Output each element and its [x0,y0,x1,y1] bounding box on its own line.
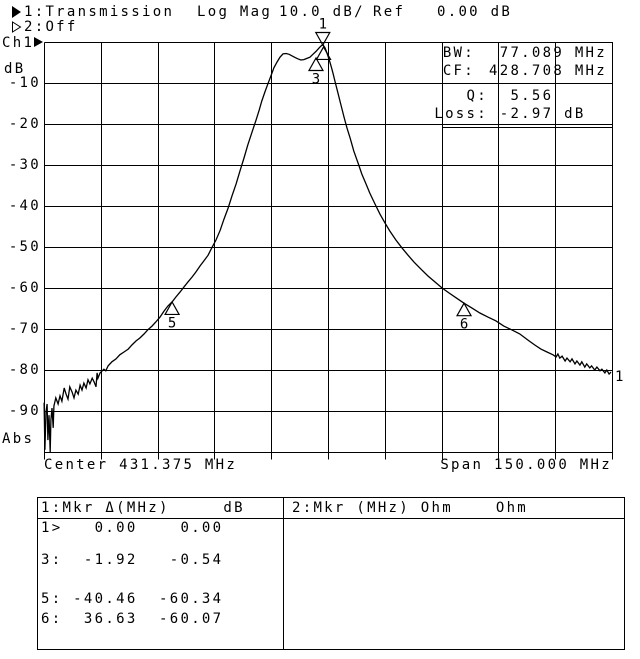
marker-1-triangle [316,32,330,45]
center-frequency-label: Center 431.375 MHz [44,457,238,473]
span-label: Span 150.000 MHz [440,457,612,473]
marker-row-1: 1> 0.00 0.00 [41,520,224,536]
markers [165,16,471,332]
y-tick-label: -80 [8,362,41,378]
q-value: 5.56 [489,88,554,104]
channel1-measurement-label: 1:Transmission [24,4,175,20]
cf-label: CF: [442,63,475,79]
q-label: Q: [466,88,488,104]
y-tick-label: -70 [8,321,41,337]
y-tick-label: -10 [8,75,41,91]
bw-value: 77.089 MHz [489,45,608,61]
ref-value: 0.00 dB [437,4,513,20]
channel-indicator: Ch1 [2,35,35,51]
y-tick-label: -90 [8,403,41,419]
y-tick-label: -30 [8,157,41,173]
y-axis-unit: dB [4,61,26,77]
scale-per-div-value: 10.0 dB/ [279,4,365,20]
marker-row-6: 6: 36.63 -60.07 [41,611,224,627]
marker-row-5: 5: -40.46 -60.34 [41,591,224,607]
y-tick-label: -40 [8,198,41,214]
marker-row-3: 3: -1.92 -0.54 [41,552,224,568]
bw-label: BW: [442,45,475,61]
ref-label: Ref [373,4,406,20]
channel2-measurement-label: 2:Off [24,19,78,35]
marker-table [37,497,625,650]
loss-label: Loss: [434,106,488,122]
marker-table-header-ch2: 2:Mkr (MHz) Ohm Ohm [292,500,529,516]
y-tick-label: -50 [8,239,41,255]
y-axis-mode-label: Abs [2,431,35,447]
marker-5-triangle [165,302,179,315]
marker-3-label: 3 [311,71,321,88]
cf-value: 428.708 MHz [489,63,608,79]
y-tick-label: -20 [8,116,41,132]
y-tick-label: -60 [8,280,41,296]
format-label: Log Mag [197,4,273,20]
marker-6-triangle [457,303,471,316]
marker-table-header-ch1: 1:Mkr Δ(MHz) dB [41,500,245,516]
marker-1-label: 1 [318,16,328,33]
marker-5-label: 5 [167,315,177,332]
marker-6-label: 6 [459,316,469,333]
loss-value: -2.97 dB [489,106,586,122]
marker-table-panel-divider [283,498,284,649]
trace-number-label: 1 [614,369,624,386]
